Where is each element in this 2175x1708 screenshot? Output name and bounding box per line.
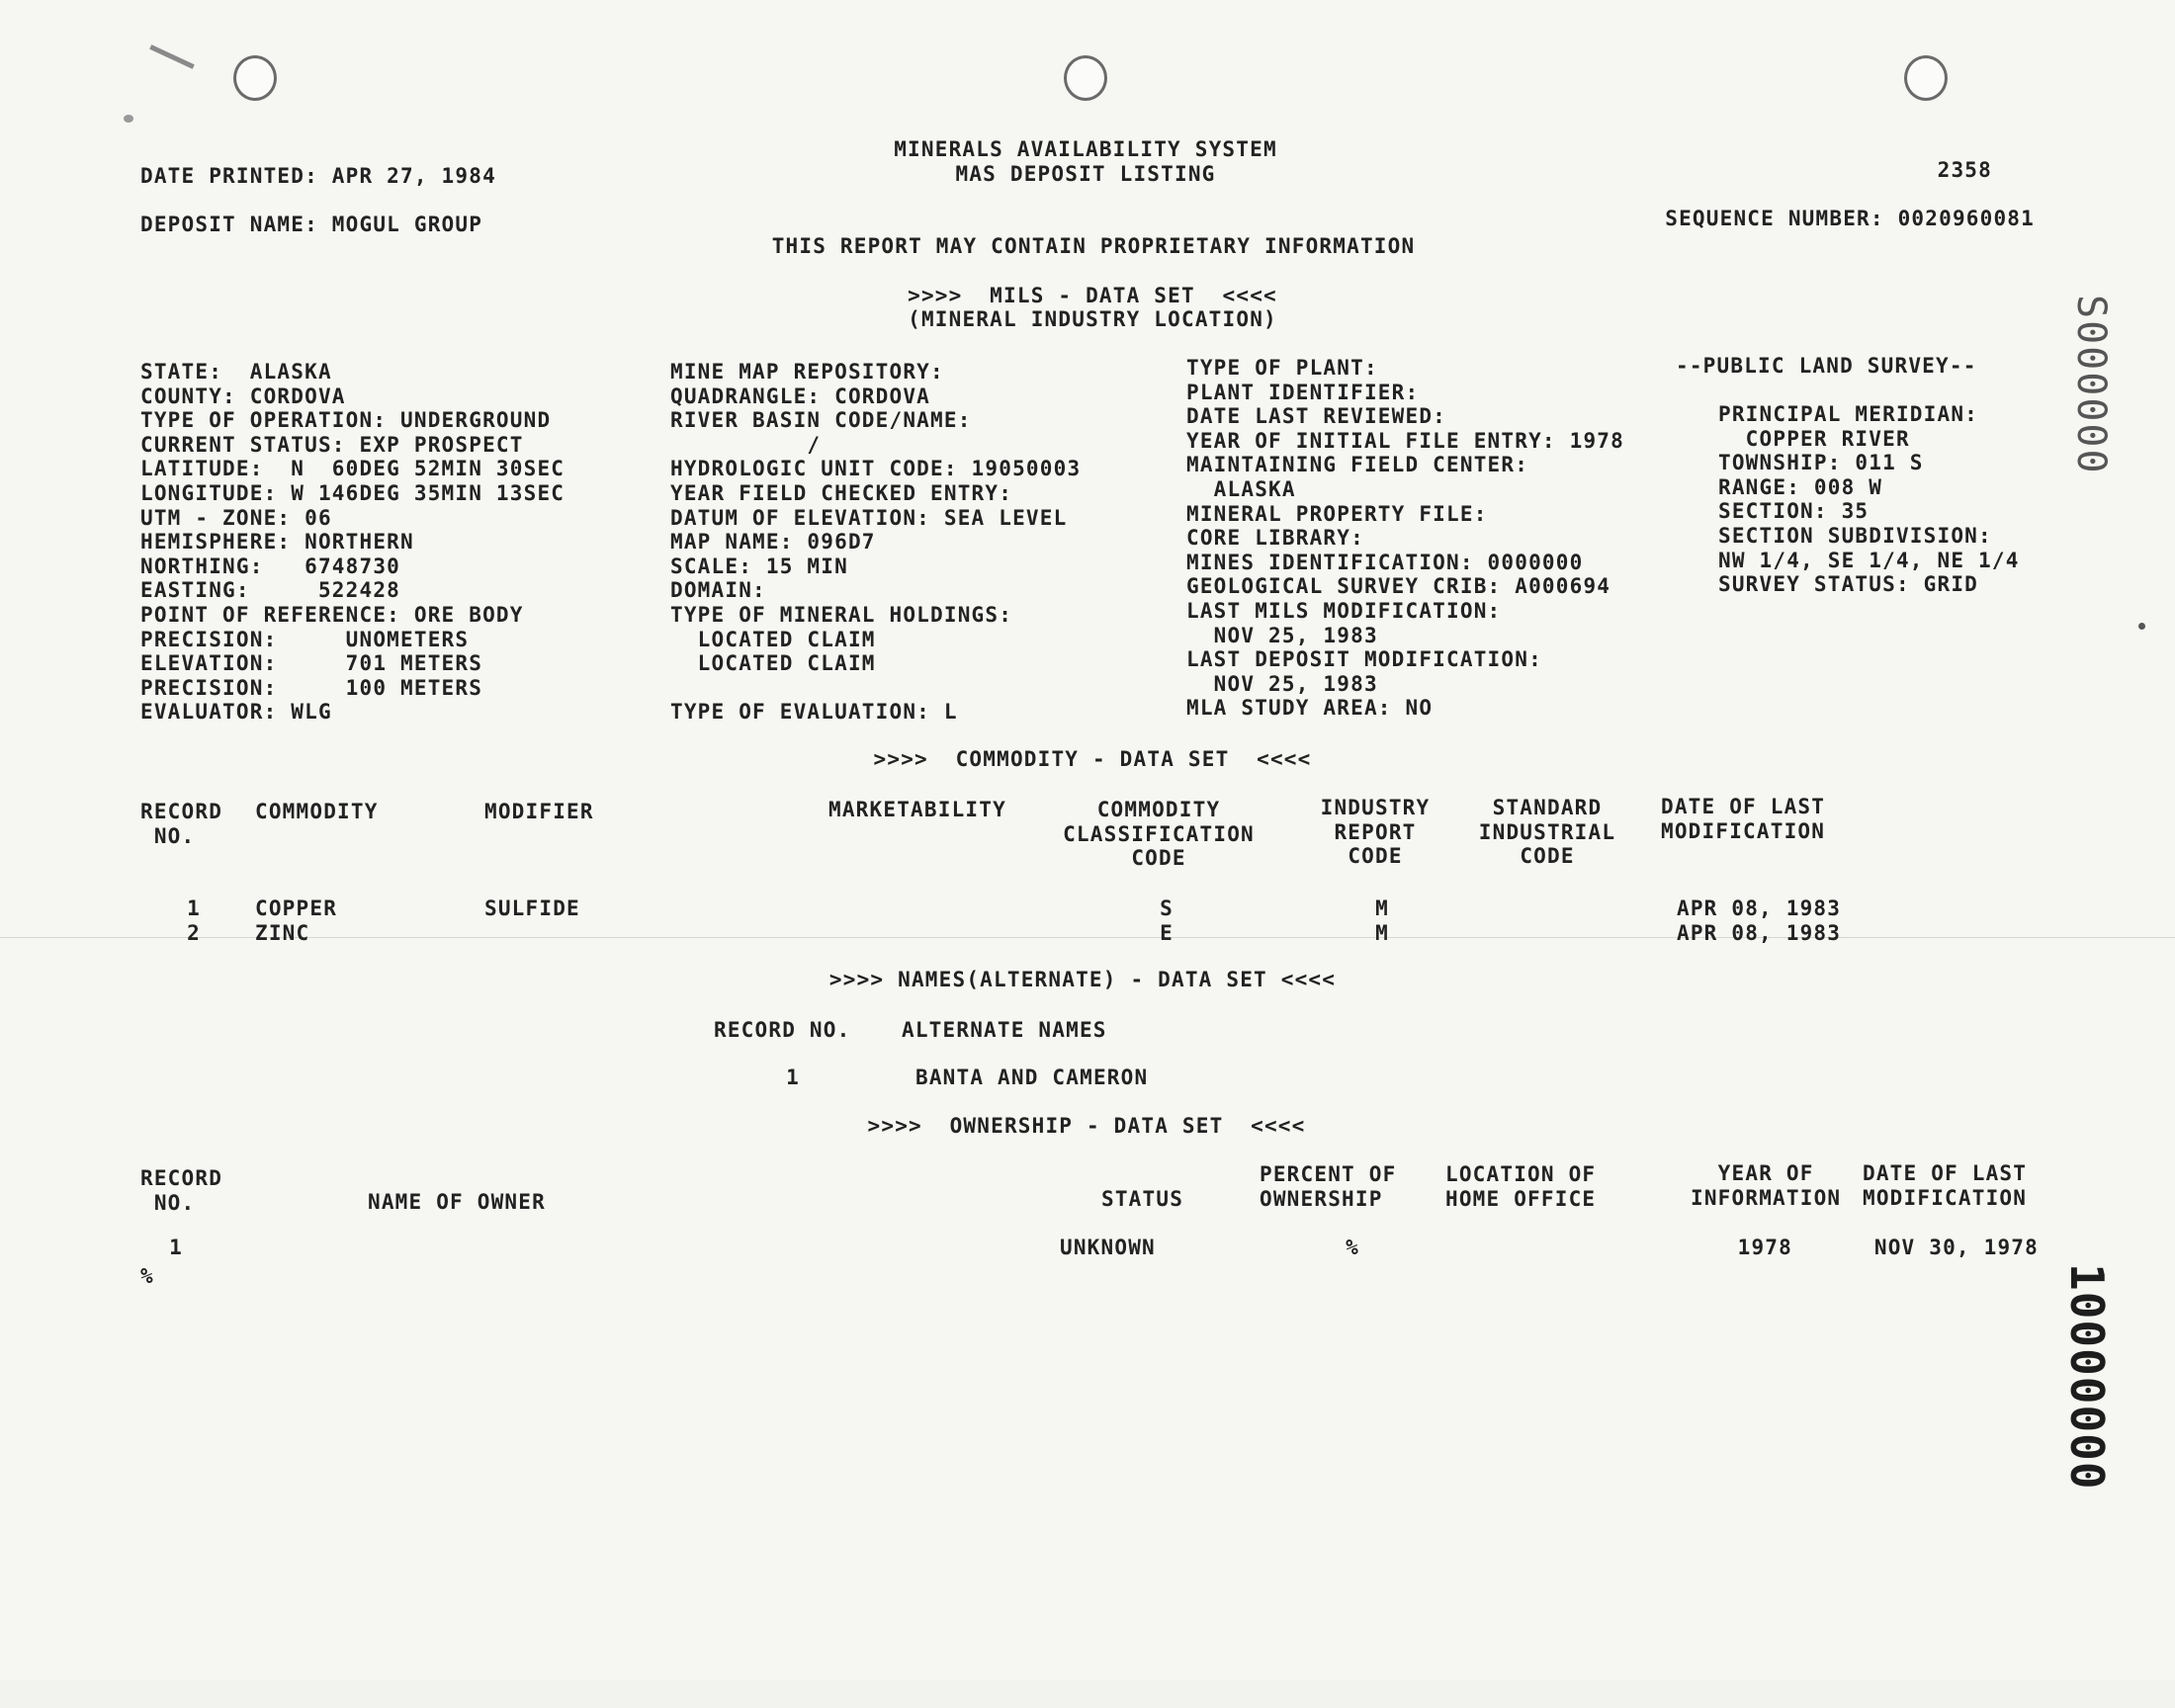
- ownership-percent: %: [1346, 1236, 1359, 1259]
- mils-location-field: HEMISPHERE: NORTHERN: [140, 530, 414, 555]
- date-printed: DATE PRINTED: APR 27, 1984: [140, 164, 496, 188]
- commodity-section-title: >>>> COMMODITY - DATA SET <<<<: [873, 747, 1312, 771]
- ownership-header-owner: NAME OF OWNER: [368, 1190, 546, 1214]
- commodity-industry-code: M: [1375, 897, 1389, 920]
- mils-map-field: QUADRANGLE: CORDOVA: [670, 384, 931, 408]
- plss-field: NW 1/4, SE 1/4, NE 1/4: [1718, 548, 2020, 572]
- mils-plant-field: GEOLOGICAL SURVEY CRIB: A000694: [1186, 574, 1611, 599]
- punch-hole-right-icon: [1904, 55, 1948, 101]
- mils-location-field: PRECISION: UNOMETERS: [140, 627, 470, 651]
- mils-map-field: HYDROLOGIC UNIT CODE: 19050003: [670, 457, 1082, 481]
- commodity-header-sic: STANDARD INDUSTRIAL CODE: [1478, 796, 1616, 868]
- proprietary-notice: THIS REPORT MAY CONTAIN PROPRIETARY INFORMATION: [771, 234, 1416, 258]
- punch-hole-left-icon: [233, 55, 277, 101]
- commodity-header-industry: INDUSTRY REPORT CODE: [1320, 796, 1431, 868]
- plss-field: COPPER RIVER: [1718, 426, 1910, 451]
- mils-plant-field: NOV 25, 1983: [1186, 671, 1378, 696]
- ownership-header-date: DATE OF LAST MODIFICATION: [1863, 1161, 2028, 1210]
- plss-field: SURVEY STATUS: GRID: [1718, 572, 1979, 597]
- mils-map-field: MAP NAME: 096D7: [670, 530, 876, 555]
- plss-field: SECTION: 35: [1718, 499, 1870, 524]
- mils-location-field: TYPE OF OPERATION: UNDERGROUND: [140, 408, 552, 433]
- mils-plant-field: PLANT IDENTIFIER:: [1186, 380, 1420, 404]
- ownership-header-record: RECORD NO.: [140, 1166, 223, 1215]
- mils-map-field: TYPE OF EVALUATION: L: [670, 700, 958, 725]
- commodity-name: ZINC: [255, 920, 310, 945]
- commodity-header-date: DATE OF LAST MODIFICATION: [1661, 795, 1826, 843]
- mils-location-field: EASTING: 522428: [140, 578, 401, 603]
- mils-map-field: SCALE: 15 MIN: [670, 554, 848, 578]
- mils-plant-field: NOV 25, 1983: [1186, 623, 1378, 647]
- mils-section-subtitle: (MINERAL INDUSTRY LOCATION): [908, 307, 1277, 331]
- mils-location-field: NORTHING: 6748730: [140, 554, 401, 578]
- mils-plant-field: MLA STUDY AREA: NO: [1186, 696, 1434, 721]
- ownership-header-status: STATUS: [1101, 1187, 1184, 1211]
- mils-map-field: DATUM OF ELEVATION: SEA LEVEL: [670, 505, 1068, 530]
- mils-location-field: ELEVATION: 701 METERS: [140, 651, 483, 676]
- side-stamp-bottom: 10000000: [2060, 1263, 2114, 1491]
- side-stamp-top: S000000: [2068, 295, 2114, 475]
- commodity-record-no: 2: [187, 920, 201, 945]
- system-title: MINERALS AVAILABILITY SYSTEM: [894, 137, 1277, 161]
- commodity-mod-date: APR 08, 1983: [1677, 920, 1842, 945]
- mils-plant-field: MAINTAINING FIELD CENTER:: [1186, 453, 1529, 477]
- mils-map-field: YEAR FIELD CHECKED ENTRY:: [670, 481, 1013, 505]
- mils-plant-field: LAST MILS MODIFICATION:: [1186, 599, 1502, 623]
- ownership-record-no: 1: [169, 1236, 183, 1259]
- mils-section-title: >>>> MILS - DATA SET <<<<: [908, 284, 1277, 307]
- punch-hole-center-icon: [1064, 55, 1107, 101]
- ownership-status: UNKNOWN: [1060, 1236, 1156, 1259]
- names-section-title: >>>> NAMES(ALTERNATE) - DATA SET <<<<: [828, 968, 1337, 991]
- page-fold-line: [0, 937, 2175, 938]
- mils-map-field: RIVER BASIN CODE/NAME:: [670, 408, 972, 433]
- commodity-modifier: SULFIDE: [484, 897, 580, 920]
- ownership-mod-date: NOV 30, 1978: [1873, 1236, 2039, 1259]
- commodity-record-no: 1: [187, 897, 201, 920]
- names-header-names: ALTERNATE NAMES: [902, 1018, 1107, 1042]
- mils-plant-field: TYPE OF PLANT:: [1186, 356, 1378, 380]
- mils-location-field: COUNTY: CORDOVA: [140, 384, 346, 408]
- mils-map-field: DOMAIN:: [670, 578, 766, 603]
- commodity-header-classification: COMMODITY CLASSIFICATION CODE: [1063, 798, 1255, 870]
- commodity-mod-date: APR 08, 1983: [1677, 897, 1842, 920]
- commodity-header-modifier: MODIFIER: [484, 800, 594, 823]
- ownership-year: 1978: [1737, 1236, 1792, 1259]
- mils-location-field: POINT OF REFERENCE: ORE BODY: [140, 603, 524, 627]
- mils-map-field: LOCATED CLAIM: [670, 627, 876, 651]
- mils-location-field: CURRENT STATUS: EXP PROSPECT: [140, 432, 524, 457]
- ownership-header-percent: PERCENT OF OWNERSHIP: [1260, 1162, 1397, 1211]
- mils-map-field: TYPE OF MINERAL HOLDINGS:: [670, 603, 1013, 627]
- names-record-no: 1: [786, 1066, 800, 1089]
- commodity-class-code: E: [1160, 920, 1174, 945]
- ownership-section-title: >>>> OWNERSHIP - DATA SET <<<<: [867, 1114, 1306, 1138]
- ownership-header-location: LOCATION OF HOME OFFICE: [1445, 1162, 1597, 1211]
- mils-plant-field: MINERAL PROPERTY FILE:: [1186, 501, 1488, 526]
- mils-plant-field: DATE LAST REVIEWED:: [1186, 404, 1447, 429]
- plss-field: RANGE: 008 W: [1718, 474, 1883, 499]
- margin-dot-icon: [2138, 623, 2145, 630]
- mils-plant-field: MINES IDENTIFICATION: 0000000: [1186, 550, 1584, 574]
- commodity-header-marketability: MARKETABILITY: [828, 798, 1006, 821]
- mils-location-field: EVALUATOR: WLG: [140, 700, 332, 725]
- commodity-header-record: RECORD NO.: [140, 800, 223, 848]
- mils-plant-field: CORE LIBRARY:: [1186, 526, 1364, 551]
- commodity-industry-code: M: [1375, 920, 1389, 945]
- ownership-footnote: %: [140, 1264, 154, 1288]
- plss-field: TOWNSHIP: 011 S: [1718, 451, 1924, 475]
- ownership-header-year: YEAR OF INFORMATION: [1691, 1161, 1842, 1210]
- names-header-record: RECORD NO.: [714, 1018, 851, 1042]
- page-number: 2358: [1937, 158, 1992, 182]
- mils-map-field: MINE MAP REPOSITORY:: [670, 360, 944, 384]
- listing-title: MAS DEPOSIT LISTING: [955, 162, 1216, 186]
- mils-map-field: /: [670, 432, 822, 457]
- mils-location-field: STATE: ALASKA: [140, 360, 332, 384]
- plss-title: --PUBLIC LAND SURVEY--: [1676, 354, 1977, 378]
- mils-plant-field: ALASKA: [1186, 477, 1296, 501]
- deposit-name: DEPOSIT NAME: MOGUL GROUP: [140, 213, 483, 236]
- sequence-number: SEQUENCE NUMBER: 0020960081: [1665, 207, 2035, 230]
- mils-plant-field: YEAR OF INITIAL FILE ENTRY: 1978: [1186, 428, 1624, 453]
- mils-map-field: LOCATED CLAIM: [670, 651, 876, 676]
- mils-plant-field: LAST DEPOSIT MODIFICATION:: [1186, 647, 1542, 672]
- alternate-name: BANTA AND CAMERON: [915, 1066, 1149, 1089]
- mils-location-field: UTM - ZONE: 06: [140, 505, 332, 530]
- plss-field: SECTION SUBDIVISION:: [1718, 524, 1992, 548]
- mils-location-field: PRECISION: 100 METERS: [140, 675, 483, 700]
- commodity-class-code: S: [1160, 897, 1174, 920]
- commodity-header-commodity: COMMODITY: [255, 800, 379, 823]
- mils-location-field: LATITUDE: N 60DEG 52MIN 30SEC: [140, 457, 566, 481]
- plss-field: PRINCIPAL MERIDIAN:: [1718, 402, 1979, 426]
- commodity-name: COPPER: [255, 897, 338, 920]
- smudge-dot-icon: [124, 115, 133, 123]
- mils-location-field: LONGITUDE: W 146DEG 35MIN 13SEC: [140, 481, 566, 505]
